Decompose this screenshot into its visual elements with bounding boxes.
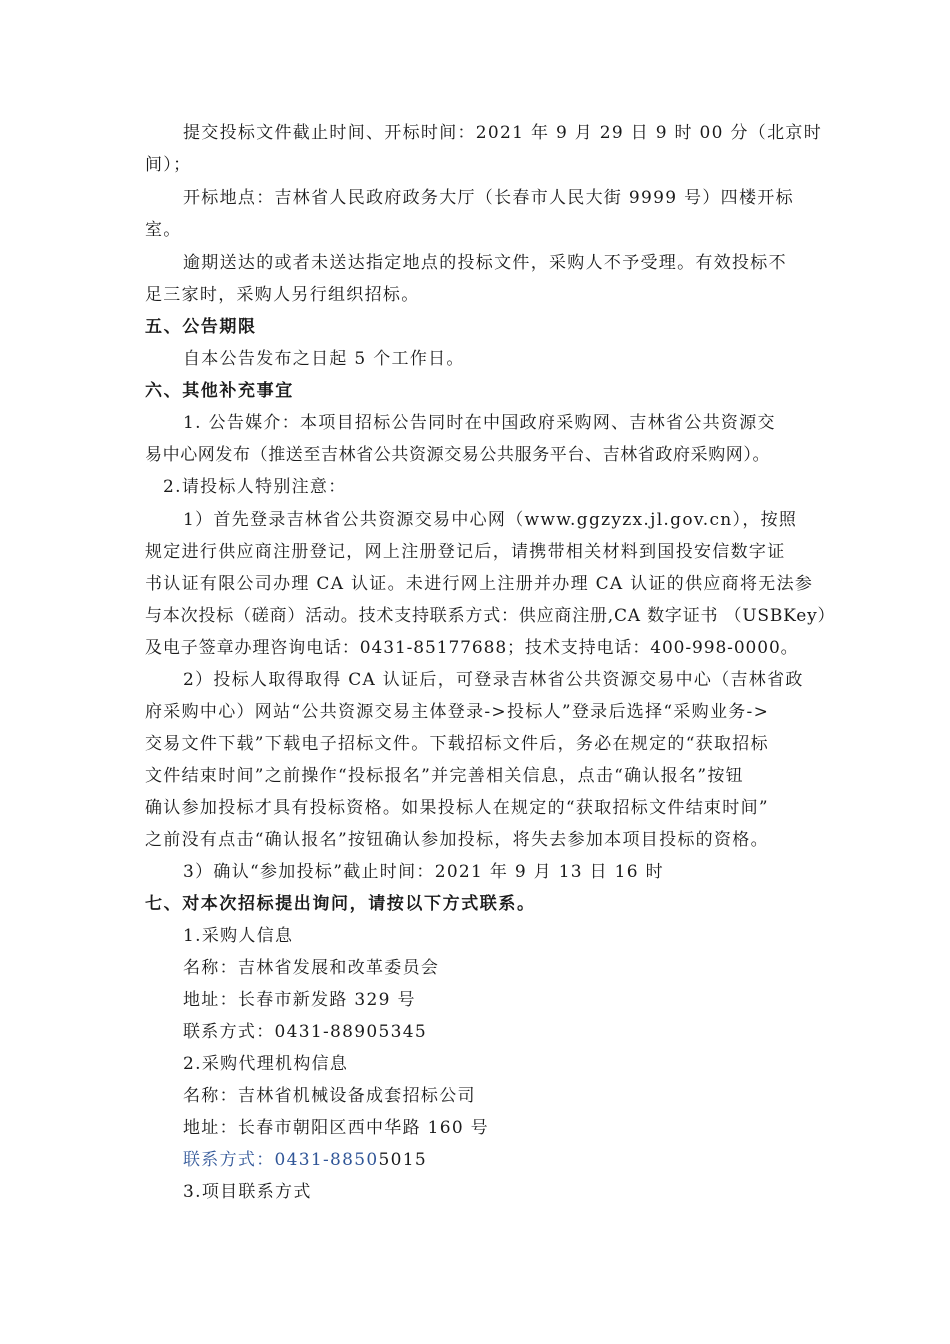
agency-address: 地址：长春市朝阳区西中华路 160 号 (183, 1118, 489, 1138)
section5-heading: 五、公告期限 (145, 317, 257, 337)
section6-sub2-line1: 2）投标人取得取得 CA 认证后，可登录吉林省公共资源交易中心（吉林省政 (183, 670, 804, 690)
section6-sub2-line6: 之前没有点击“确认报名”按钮确认参加投标，将失去参加本项目投标的资格。 (145, 830, 769, 850)
purchaser-title: 1.采购人信息 (183, 926, 294, 946)
agency-contact (183, 1148, 427, 1172)
section7-heading: 七、对本次招标提出询问，请按以下方式联系。 (145, 894, 536, 914)
agency-contact-rest: 5015 (378, 1150, 427, 1170)
section6-sub1-line4: 与本次投标（磋商）活动。技术支持联系方式：供应商注册,CA 数字证书 （USBKey） (145, 606, 836, 626)
purchaser-contact: 联系方式：0431-88905345 (183, 1022, 427, 1042)
section6-sub1-line2: 规定进行供应商注册登记，网上注册登记后，请携带相关材料到国投安信数字证 (145, 542, 786, 562)
section6-sub2-line5: 确认参加投标才具有投标资格。如果投标人在规定的“获取招标文件结束时间” (145, 798, 769, 818)
project-contact-title: 3.项目联系方式 (183, 1182, 312, 1202)
section5-text: 自本公告发布之日起 5 个工作日。 (183, 349, 465, 369)
para-deadline-line2: 间）； (145, 155, 192, 175)
purchaser-name: 名称：吉林省发展和改革委员会 (183, 958, 440, 978)
para-location-line2: 室。 (145, 220, 182, 240)
para-location-line1: 开标地点：吉林省人民政府政务大厅（长春市人民大街 9999 号）四楼开标 (183, 188, 794, 208)
section6-sub1-line1: 1）首先登录吉林省公共资源交易中心网（www.ggzyzx.jl.gov.cn），按照 (183, 510, 798, 530)
agency-contact-blue-part: 联系方式：0431-8850 (183, 1150, 379, 1170)
section6-heading: 六、其他补充事宜 (145, 381, 294, 401)
section6-sub1-line5: 及电子签章办理咨询电话：0431-85177688；技术支持电话：400-998-0000。 (145, 638, 799, 658)
section6-sub2-line4: 文件结束时间”之前操作“投标报名”并完善相关信息，点击“确认报名”按钮 (145, 766, 744, 786)
agency-name: 名称：吉林省机械设备成套招标公司 (183, 1086, 476, 1106)
section6-sub1-line3: 书认证有限公司办理 CA 认证。未进行网上注册并办理 CA 认证的供应商将无法参 (145, 574, 814, 594)
para-late-line2: 足三家时，采购人另行组织招标。 (145, 285, 420, 305)
para-deadline-line1: 提交投标文件截止时间、开标时间：2021 年 9 月 29 日 9 时 00 分（北京时 (183, 123, 822, 143)
section6-sub3: 3）确认“参加投标”截止时间：2021 年 9 月 13 日 16 时 (183, 862, 664, 882)
para-late-line1: 逾期送达的或者未送达指定地点的投标文件，采购人不予受理。有效投标不 (183, 253, 787, 273)
section6-item2-title: 2.请投标人特别注意： (163, 477, 347, 497)
section6-item1-line2: 易中心网发布（推送至吉林省公共资源交易公共服务平台、吉林省政府采购网）。 (145, 445, 771, 465)
agency-title: 2.采购代理机构信息 (183, 1054, 349, 1074)
purchaser-address: 地址：长春市新发路 329 号 (183, 990, 416, 1010)
section6-sub2-line3: 交易文件下载”下载电子招标文件。下载招标文件后，务必在规定的“获取招标 (145, 734, 769, 754)
section6-item1-line1: 1. 公告媒介：本项目招标公告同时在中国政府采购网、吉林省公共资源交 (183, 413, 776, 433)
section6-sub2-line2: 府采购中心）网站“公共资源交易主体登录->投标人”登录后选择“采购业务-> (145, 702, 770, 722)
